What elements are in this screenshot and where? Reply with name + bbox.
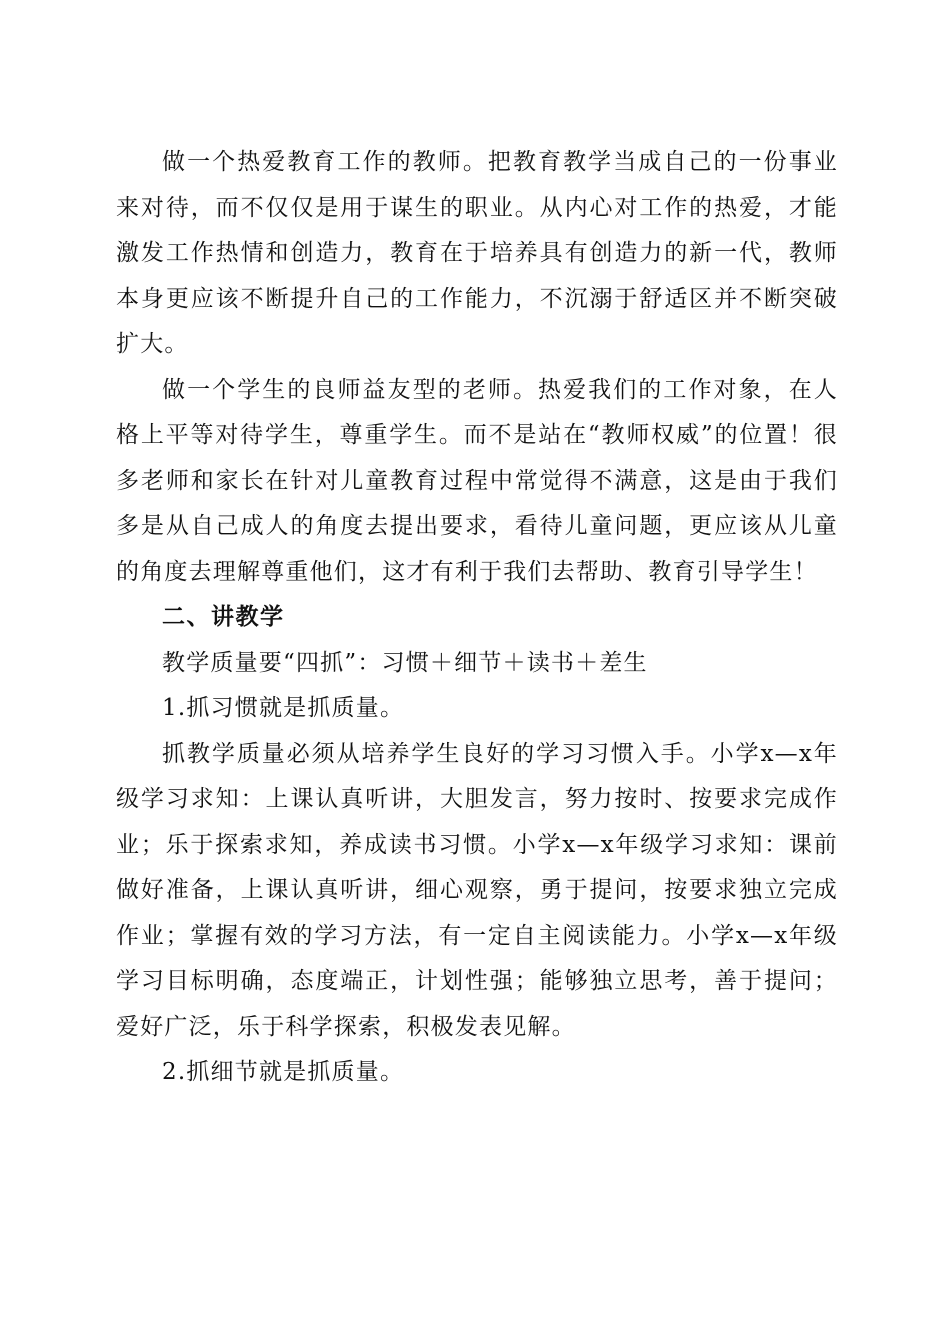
item-details-title: 2.抓细节就是抓质量。 — [162, 1059, 405, 1085]
item-habits-title: 1.抓习惯就是抓质量。 — [162, 695, 405, 721]
section-heading-teaching: 二、讲教学 — [162, 604, 285, 630]
paragraph-habits-detail: 抓教学质量必须从培养学生良好的学习习惯入手。小学x—x年级学习求知：上课认真听讲，大胆发言，努力按时、按要求完成作业；乐于探索求知，养成读书习惯。小学x—x年级学习求知：课前做好准备，上课认真听讲，细心观察，勇于提问，按要求独立完成作业；掌握有效的学习方法，有一定自主阅读能力。小学x—x年级学习目标明确，态度端正，计划性强；能够独立思考，善于提问；爱好广泛，乐于科学探索，积极发表见解。 — [116, 740, 838, 1040]
document-body — [116, 140, 838, 1096]
paragraph-love-teaching: 做一个热爱教育工作的教师。把教育教学当成自己的一份事业来对待，而不仅仅是用于谋生的职业。从内心对工作的热爱，才能激发工作热情和创造力，教育在于培养具有创造力的新一代，教师本身更应该不断提升自己的工作能力，不沉溺于舒适区并不断突破扩大。 — [116, 149, 838, 357]
paragraph-four-focus: 教学质量要“四抓”：习惯＋细节＋读书＋差生 — [162, 649, 648, 676]
paragraph-mentor-friend: 做一个学生的良师益友型的老师。热爱我们的工作对象，在人格上平等对待学生，尊重学生。而不是站在“教师权威”的位置！很多老师和家长在针对儿童教育过程中常觉得不满意，这是由于我们多是从自己成人的角度去提出要求，看待儿童问题，更应该从儿童的角度去理解尊重他们，这才有利于我们去帮助、教育引导学生！ — [116, 376, 838, 585]
